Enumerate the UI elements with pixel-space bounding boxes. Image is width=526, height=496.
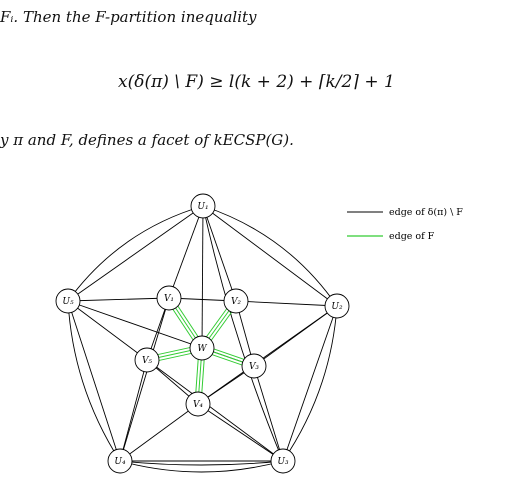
- node-u3: [271, 449, 295, 473]
- node-label: U₅: [62, 297, 74, 307]
- edge-u4-u5: [68, 301, 120, 461]
- node-label: W: [197, 344, 207, 354]
- node-label: U₁: [197, 202, 209, 212]
- node-label: V₅: [141, 356, 153, 366]
- edge-u1-u2: [203, 206, 337, 306]
- theorem-text-line: Fᵢ. Then the F-partition inequality: [0, 8, 257, 26]
- edge-u2-v2: [236, 301, 337, 306]
- node-v5: [135, 348, 159, 372]
- edge-u5-v5: [68, 301, 147, 360]
- edge-u4-v1: [120, 298, 169, 461]
- edge-u4-v5: [120, 360, 147, 461]
- node-v1: [157, 286, 181, 310]
- legend-green-label: edge of F: [389, 231, 435, 242]
- node-label: U₂: [331, 302, 343, 312]
- edge-u3-v3: [254, 366, 283, 461]
- edge-u1-w: [202, 206, 203, 348]
- theorem-text-line: y π and F, defines a facet of kECSP(G).: [0, 131, 294, 149]
- partition-inequality: x(δ(π) \ F) ≥ l(k + 2) + ⌈k/2⌉ + 1: [118, 72, 395, 92]
- node-u5: [56, 289, 80, 313]
- edge-u5-u1: [68, 206, 203, 301]
- node-v4: [186, 392, 210, 416]
- node-label: V₃: [248, 362, 260, 372]
- node-v3: [242, 354, 266, 378]
- node-label: V₁: [163, 294, 175, 304]
- curved-edge-u4-u3: [120, 461, 283, 465]
- edge-u2-v4: [198, 306, 337, 404]
- node-label: V₄: [192, 400, 204, 410]
- node-u1: [191, 194, 215, 218]
- edge-u1-v1: [169, 206, 203, 298]
- node-v2: [224, 289, 248, 313]
- node-u4: [108, 449, 132, 473]
- edge-u2-u3: [283, 306, 337, 461]
- node-u2: [325, 294, 349, 318]
- edge-u5-v1: [68, 298, 169, 301]
- edge-u3-v5: [147, 360, 283, 461]
- edge-u4-v4: [120, 404, 198, 461]
- node-label: U₄: [114, 457, 126, 467]
- node-label: V₂: [230, 297, 242, 307]
- edge-u3-v4: [198, 404, 283, 461]
- legend-black-label: edge of δ(π) \ F: [389, 207, 463, 218]
- node-w: [190, 336, 214, 360]
- node-label: U₃: [277, 457, 289, 467]
- edge-u1-v2: [203, 206, 236, 301]
